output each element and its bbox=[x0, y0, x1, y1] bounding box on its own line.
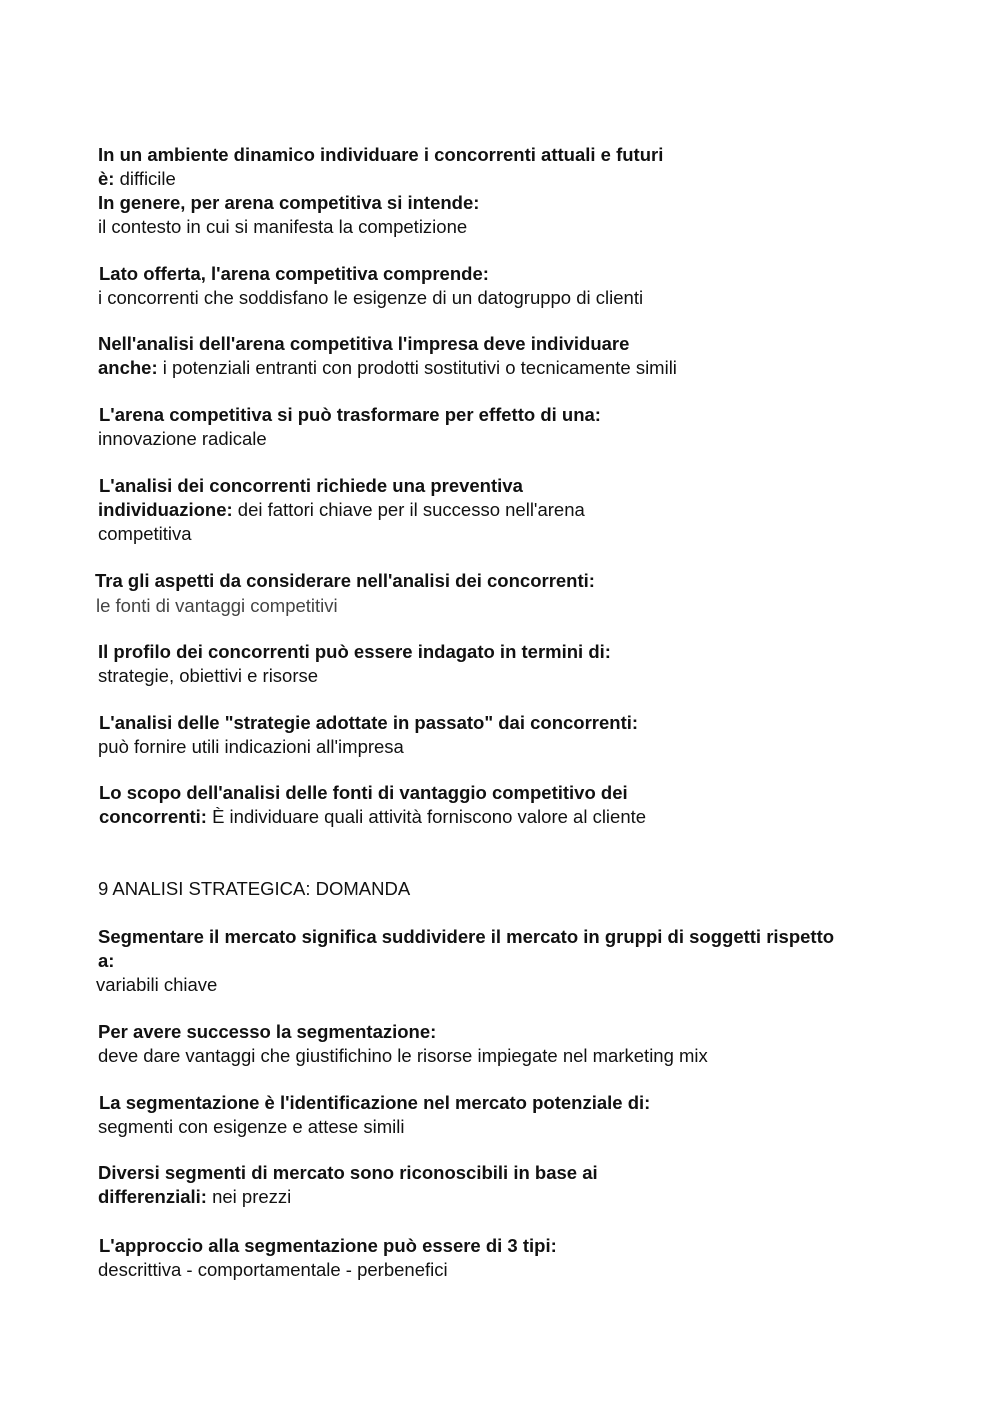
question-text: anche: bbox=[98, 357, 158, 378]
answer-line bbox=[99, 805, 646, 829]
answer-line bbox=[98, 356, 677, 380]
answer-text: competitiva bbox=[98, 523, 192, 544]
answer-text: deve dare vantaggi che giustifichino le risorse impiegate nel marketing mix bbox=[98, 1045, 708, 1066]
answer-line bbox=[98, 1185, 291, 1209]
question-text: è: bbox=[98, 168, 115, 189]
answer-text: descrittiva - comportamentale - perbenefici bbox=[98, 1259, 448, 1280]
question-text: Nell'analisi dell'arena competitiva l'impresa deve individuare bbox=[98, 333, 630, 354]
question-text: concorrenti: bbox=[99, 806, 207, 827]
question-text: a: bbox=[98, 950, 115, 971]
question-text: L'analisi dei concorrenti richiede una preventiva bbox=[99, 475, 523, 496]
answer-text: strategie, obiettivi e risorse bbox=[98, 665, 319, 686]
answer-text: le fonti di vantaggi competitivi bbox=[96, 595, 338, 616]
question-text: L'analisi delle "strategie adottate in passato" dai concorrenti: bbox=[99, 712, 639, 733]
question-text: In genere, per arena competitiva si intende: bbox=[98, 192, 480, 213]
question-text: Segmentare il mercato significa suddividere il mercato in gruppi di soggetti rispetto bbox=[98, 926, 835, 947]
answer-text: variabili chiave bbox=[96, 974, 218, 995]
answer-line bbox=[98, 167, 176, 191]
question-text: In un ambiente dinamico individuare i concorrenti attuali e futuri bbox=[98, 144, 664, 165]
answer-text: il contesto in cui si manifesta la competizione bbox=[98, 216, 468, 237]
question-text: Il profilo dei concorrenti può essere indagato in termini di: bbox=[98, 641, 611, 662]
answer-line bbox=[98, 498, 585, 522]
answer-text: dei fattori chiave per il successo nell'arena bbox=[237, 499, 585, 520]
question-text: Lato offerta, l'arena competitiva comprende: bbox=[99, 263, 489, 284]
question-text: L'arena competitiva si può trasformare per effetto di una: bbox=[99, 404, 601, 425]
question-text: L'approccio alla segmentazione può essere di 3 tipi: bbox=[99, 1235, 557, 1256]
answer-text: può fornire utili indicazioni all'impresa bbox=[98, 736, 404, 757]
answer-text: È individuare quali attività forniscono valore al cliente bbox=[212, 806, 647, 827]
question-text: La segmentazione è l'identificazione nel mercato potenziale di: bbox=[99, 1092, 651, 1113]
answer-text: nei prezzi bbox=[212, 1186, 292, 1207]
question-text: Per avere successo la segmentazione: bbox=[98, 1021, 437, 1042]
question-text: Tra gli aspetti da considerare nell'analisi dei concorrenti: bbox=[95, 570, 595, 591]
answer-text: segmenti con esigenze e attese simili bbox=[98, 1116, 405, 1137]
answer-text: difficile bbox=[119, 168, 176, 189]
answer-text: i potenziali entranti con prodotti sostitutivi o tecnicamente simili bbox=[162, 357, 677, 378]
question-text: Diversi segmenti di mercato sono riconoscibili in base ai bbox=[98, 1162, 598, 1183]
question-text: individuazione: bbox=[98, 499, 233, 520]
question-text: differenziali: bbox=[98, 1186, 207, 1207]
question-text: Lo scopo dell'analisi delle fonti di vantaggio competitivo dei bbox=[99, 782, 628, 803]
answer-text: i concorrenti che soddisfano le esigenze di un datogruppo di clienti bbox=[98, 287, 644, 308]
section-title: 9 ANALISI STRATEGICA: DOMANDA bbox=[98, 878, 411, 899]
answer-text: innovazione radicale bbox=[98, 428, 267, 449]
